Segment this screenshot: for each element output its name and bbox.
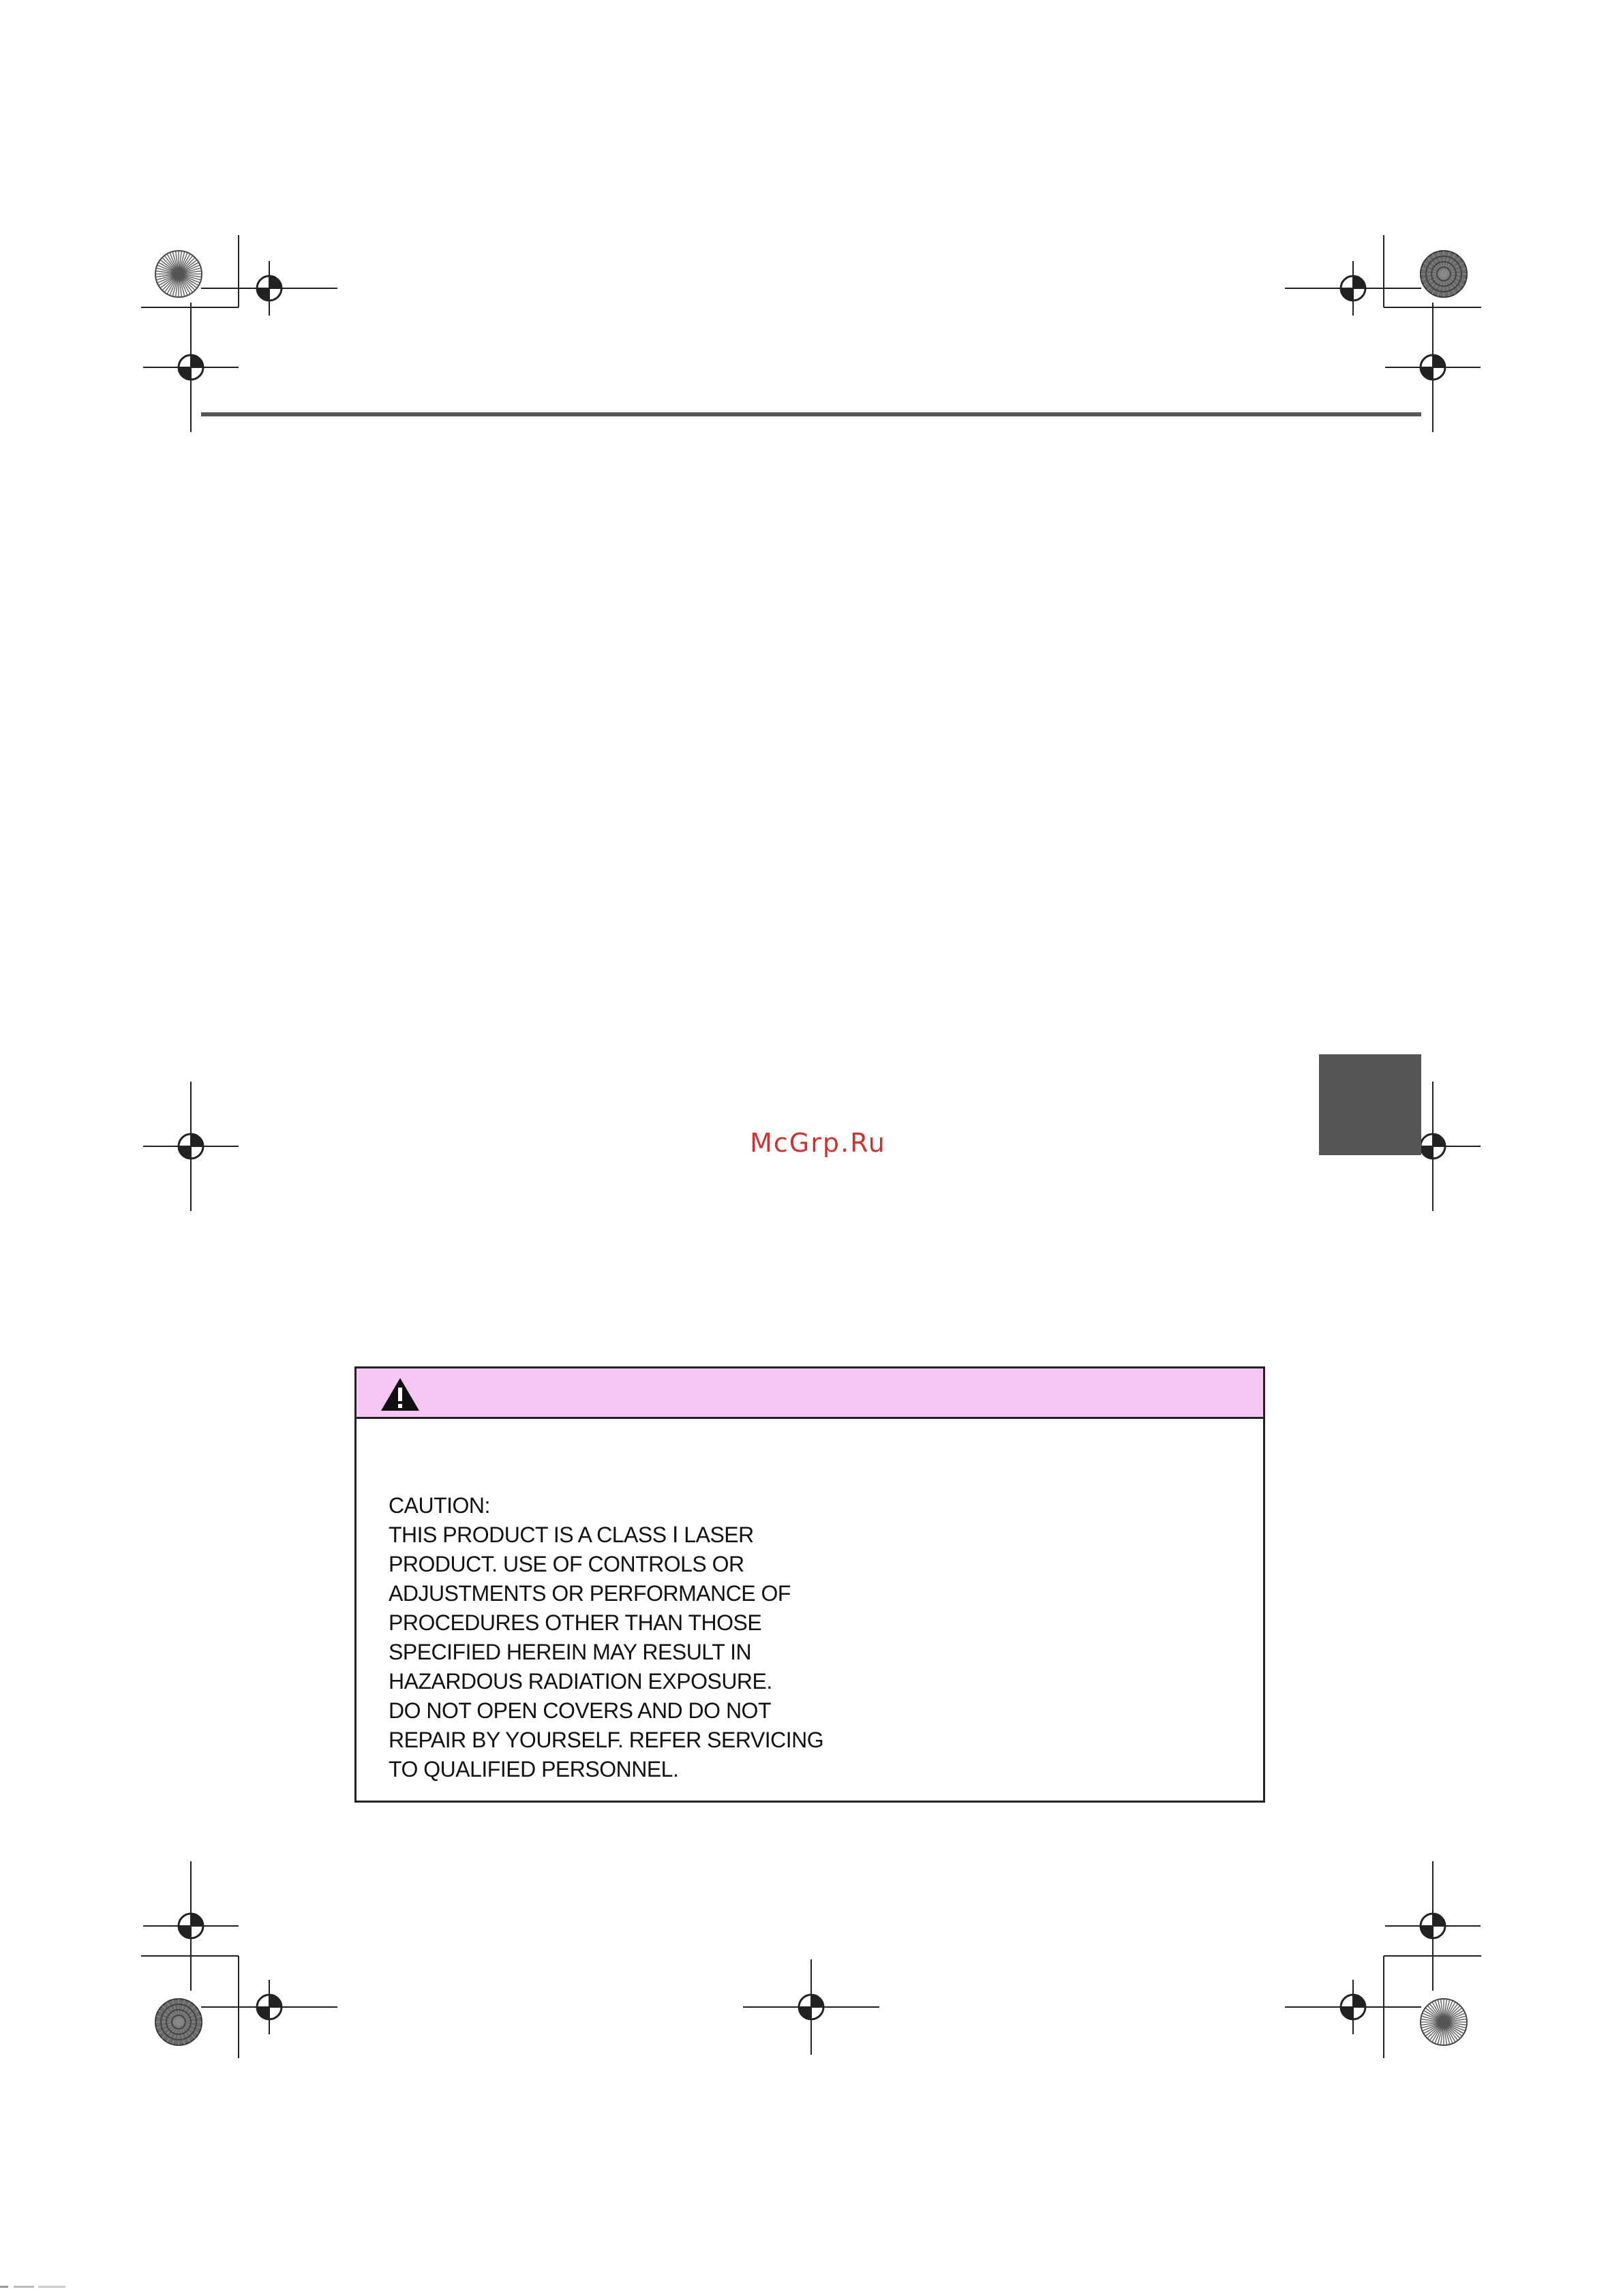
caution-text [389,1491,823,1784]
section-thumb-tab [1319,1054,1421,1155]
registration-mark-icon [1285,1980,1421,2034]
caution-line: PRODUCT. USE OF CONTROLS OR [389,1552,744,1576]
caution-line: PROCEDURES OTHER THAN THOSE [389,1610,762,1635]
caution-line: TO QUALIFIED PERSONNEL. [389,1757,679,1781]
registration-mark-icon [1385,1861,1481,1991]
caution-line: THIS PRODUCT IS A CLASS Ⅰ LASER [389,1522,754,1547]
caution-line: HAZARDOUS RADIATION EXPOSURE. [389,1669,772,1694]
color-target-icon [1421,251,1467,297]
warning-triangle-icon [380,1377,421,1412]
caution-line: DO NOT OPEN COVERS AND DO NOT [389,1698,771,1723]
registration-mark-icon [201,1980,337,2034]
registration-mark-icon [143,1861,239,1991]
watermark-text: McGrp.Ru [750,1128,886,1158]
caution-line: CAUTION: [389,1493,490,1518]
color-target-icon [155,1999,202,2045]
starburst-target-icon [1421,1999,1467,2045]
caution-header [357,1368,1263,1419]
caution-line: REPAIR BY YOURSELF. REFER SERVICING [389,1728,824,1752]
registration-mark-icon [143,1082,239,1211]
caution-line: ADJUSTMENTS OR PERFORMANCE OF [389,1581,791,1606]
starburst-target-icon [155,251,202,297]
footer-scan-mark [0,2284,109,2290]
caution-box [354,1366,1265,1803]
header-rule [201,412,1421,416]
caution-line: SPECIFIED HEREIN MAY RESULT IN [389,1640,752,1664]
registration-mark-icon [743,1959,879,2055]
